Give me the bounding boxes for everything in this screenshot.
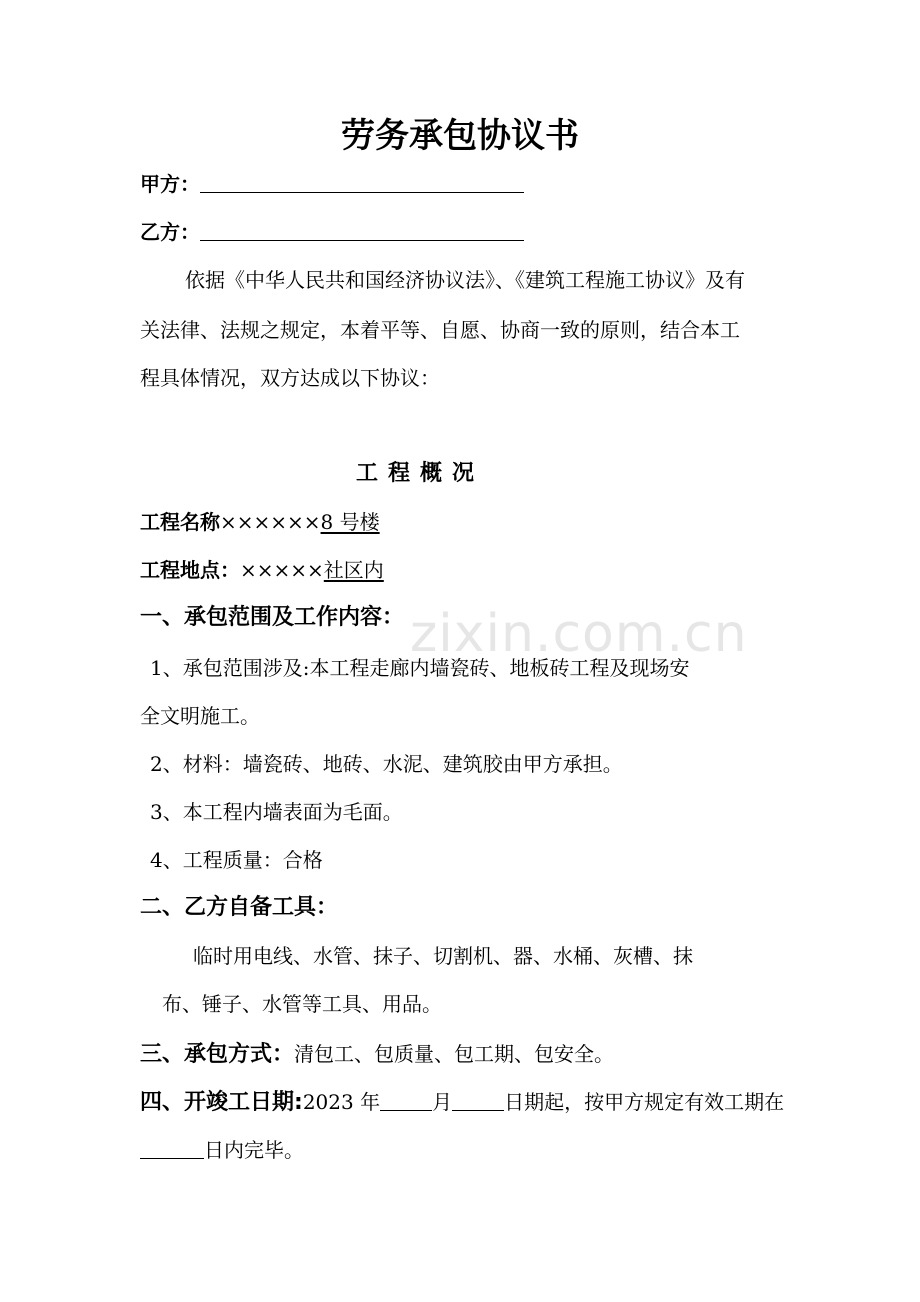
party-b-blank: [200, 220, 524, 241]
project-name-label: 工程名称: [140, 510, 220, 534]
section1-item-4: 4、工程质量：合格: [150, 848, 323, 872]
project-name-value: 8 号楼: [320, 510, 380, 534]
party-b-label: 乙方：: [140, 220, 200, 244]
section2-body-2: 布、锤子、水管等工具、用品。: [162, 992, 442, 1016]
project-name-mask: ××××××: [220, 510, 321, 534]
document-title: 劳务承包协议书: [341, 116, 579, 156]
intro-line-1: 依据《中华人民共和国经济协议法》、《建筑工程施工协议》及有: [185, 268, 745, 292]
section1-item-1-cont: 全文明施工。: [140, 704, 260, 728]
party-a-label: 甲方：: [140, 172, 200, 196]
section4-duration-blank: [140, 1138, 204, 1159]
party-b-line: [140, 218, 524, 246]
section4-line-2: [140, 1136, 304, 1164]
project-site-line: [140, 556, 384, 584]
party-a-blank: [200, 172, 524, 193]
party-a-line: [140, 170, 524, 198]
section4-day-start: 日期起，按甲方规定有效工期在: [504, 1090, 785, 1114]
intro-line-3: 程具体情况，双方达成以下协议：: [140, 366, 440, 390]
section4-heading: 四、开竣工日期:: [140, 1090, 303, 1115]
section4-day-blank: [452, 1090, 504, 1111]
section1-item-3: 3、本工程内墙表面为毛面。: [150, 800, 403, 824]
watermark: zixin.com.cn: [410, 604, 748, 664]
project-site-value: 社区内: [323, 558, 384, 582]
section3-body: 清包工、包质量、包工期、包安全。: [294, 1042, 615, 1066]
section3-heading: 三、承包方式：: [140, 1042, 295, 1067]
section2-body-1: 临时用电线、水管、抹子、切割机、器、水桶、灰槽、抹: [193, 944, 693, 968]
section3-line: [140, 1040, 614, 1069]
section4-end: 日内完毕。: [204, 1138, 304, 1162]
section4-month-blank: [380, 1090, 432, 1111]
project-site-mask: ×××××: [240, 558, 324, 582]
intro-line-2: 关法律、法规之规定，本着平等、自愿、协商一致的原则，结合本工: [140, 318, 740, 342]
section4-year: 2023 年: [302, 1090, 381, 1114]
section1-heading: 一、承包范围及工作内容：: [140, 605, 405, 630]
section2-heading: 二、乙方自备工具：: [140, 895, 339, 920]
project-site-label: 工程地点：: [140, 558, 240, 582]
section4-line: [140, 1088, 784, 1117]
section1-item-2: 2、材料：墙瓷砖、地砖、水泥、建筑胶由甲方承担。: [150, 752, 623, 776]
overview-heading: 工程概况: [355, 461, 484, 486]
project-name-line: [140, 508, 380, 536]
section4-month: 月: [432, 1090, 453, 1114]
section1-item-1: 1、承包范围涉及:本工程走廊内墙瓷砖、地板砖工程及现场安: [150, 656, 690, 680]
